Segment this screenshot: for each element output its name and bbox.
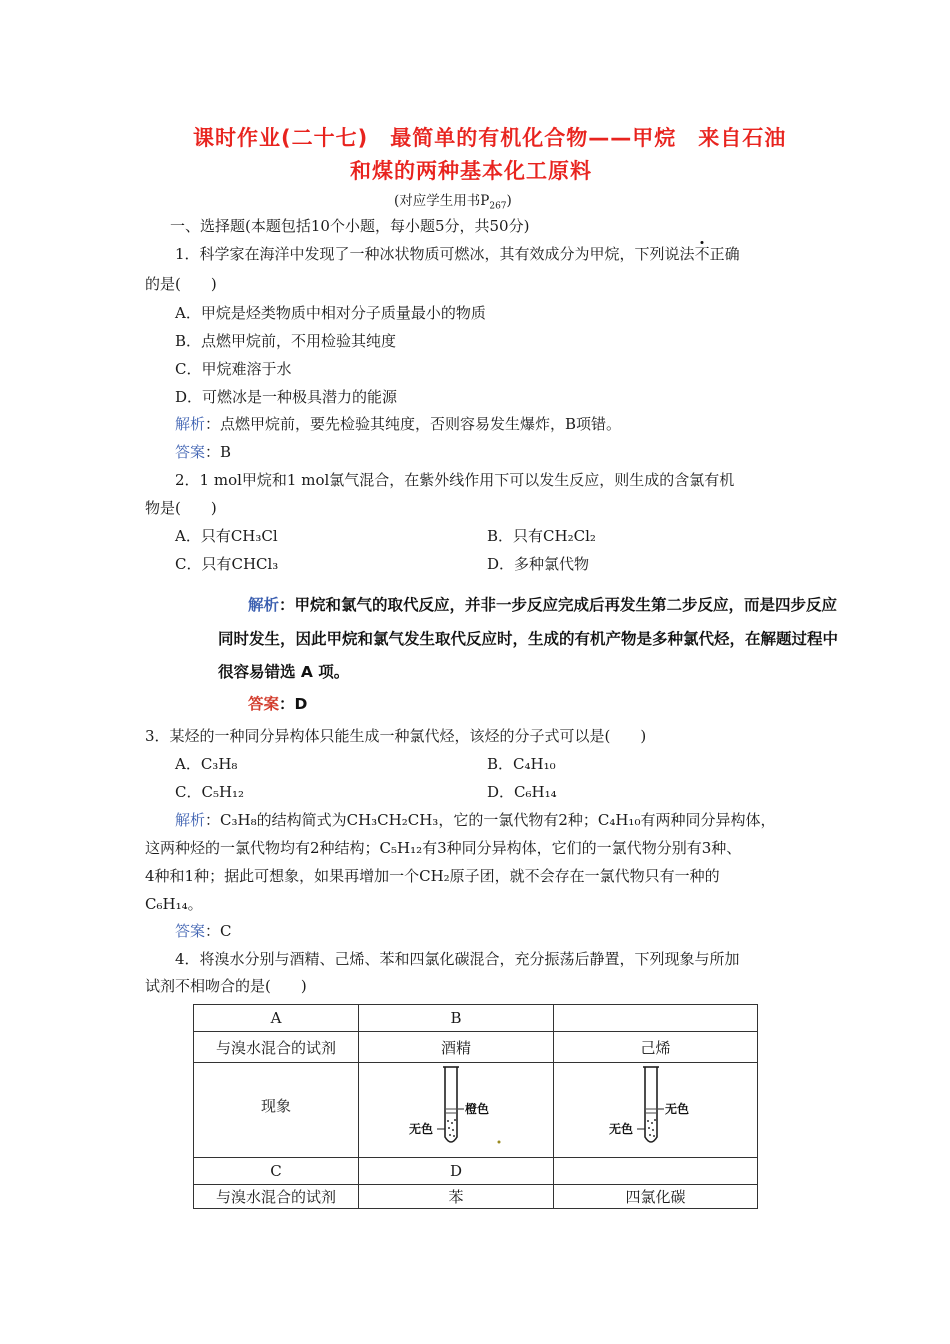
- q4-stem-line1: 4．将溴水分别与酒精、己烯、苯和四氯化碳混合，充分振荡后静置，下列现象与所加: [175, 950, 740, 968]
- liquid-layer-lower: [647, 1119, 656, 1137]
- q2-analysis-line1: 解析：甲烷和氯气的取代反应，并非一步反应完成后再发生第二步反应，而是四步反应: [248, 596, 838, 614]
- table-cell: 现象: [194, 1063, 359, 1158]
- q2-option-c: C．只有CHCl₃: [175, 555, 279, 573]
- q1-option-c: C．甲烷难溶于水: [175, 360, 292, 378]
- q3-option-d: D．C₆H₁₄: [487, 783, 557, 801]
- q3-option-b: B．C₄H₁₀: [487, 755, 556, 773]
- q3-analysis-line4: C₆H₁₄。: [145, 895, 203, 913]
- q1-option-b: B．点燃甲烷前，不用检验其纯度: [175, 332, 397, 350]
- q2-option-a: A．只有CH₃Cl: [175, 527, 278, 545]
- q2-analysis-line3: 很容易错选 A 项。: [218, 663, 350, 681]
- q1-analysis: 解析：点燃甲烷前，要先检验其纯度，否则容易发生爆炸，B项错。: [175, 415, 622, 433]
- emphasis-dot: 不: [694, 245, 710, 263]
- subtitle: (对应学生用书$P_{267}$): [394, 193, 512, 212]
- table-cell: [554, 1005, 758, 1032]
- tube-cell-c: [554, 1063, 758, 1158]
- page-title-line2: 和煤的两种基本化工原料: [350, 159, 592, 183]
- q3-option-a: A．C₃H₈: [175, 755, 238, 773]
- q3-stem: 3．某烃的一种同分异构体只能生成一种氯代烃，该烃的分子式可以是( ): [145, 727, 647, 745]
- q1-stem-line2: 的是( ): [145, 275, 217, 293]
- test-tube-outline: [645, 1067, 657, 1142]
- tube-label-top: 无色: [664, 1102, 689, 1116]
- q3-analysis-line1: 解析：C₃H₈的结构简式为CH₃CH₂CH₃，它的一氯代物有2种；C₄H₁₀有两种同分异构体，: [175, 811, 776, 829]
- test-tube-diagram-c: [601, 1063, 711, 1153]
- q1-option-a: A．甲烷是烃类物质中相对分子质量最小的物质: [175, 304, 486, 322]
- table-cell: C: [194, 1158, 359, 1185]
- q3-option-c: C．C₅H₁₂: [175, 783, 245, 801]
- page-title-line1: 课时作业(二十七) 最简单的有机化合物——甲烷 来自石油: [193, 126, 787, 150]
- q1-stem-line1: 1．科学家在海洋中发现了一种冰状物质可燃冰，其有效成分为甲烷，下列说法不正确: [175, 245, 740, 263]
- table-cell: B: [359, 1005, 554, 1032]
- liquid-layer-upper: [446, 1109, 456, 1113]
- q2-answer: 答案：D: [248, 695, 308, 713]
- q1-answer: 答案：B: [175, 443, 232, 461]
- liquid-layer-upper: [646, 1109, 656, 1113]
- table-cell: 己烯: [554, 1032, 758, 1063]
- q3-answer: 答案：C: [175, 922, 232, 940]
- table-cell: [554, 1158, 758, 1185]
- tube-cell-b: [359, 1063, 554, 1158]
- table-cell: 苯: [359, 1185, 554, 1209]
- q3-analysis-line3: 4种和1种；据此可想象，如果再增加一个CH₂原子团，就不会存在一氯代物只有一种的: [145, 867, 720, 885]
- q2-analysis-line2: 同时发生，因此甲烷和氯气发生取代反应时，生成的有机产物是多种氯代烃，在解题过程中: [218, 630, 839, 648]
- table-cell: 四氯化碳: [554, 1185, 758, 1209]
- q4-stem-line2: 试剂不相吻合的是( ): [145, 977, 307, 995]
- q2-option-b: B．只有CH₂Cl₂: [487, 527, 596, 545]
- table-cell: 与溴水混合的试剂: [194, 1032, 359, 1063]
- test-tube-outline: [445, 1067, 457, 1142]
- q1-option-d: D．可燃冰是一种极具潜力的能源: [175, 388, 398, 406]
- table-cell: 与溴水混合的试剂: [194, 1185, 359, 1209]
- table-cell: D: [359, 1158, 554, 1185]
- q4-table: [193, 1004, 758, 1209]
- q2-stem-line1: 2．1 mol甲烷和1 mol氯气混合，在紫外线作用下可以发生反应，则生成的含氯有机: [175, 471, 735, 489]
- test-tube-diagram-b: [401, 1063, 511, 1153]
- q2-stem-line2: 物是( ): [145, 499, 217, 517]
- q2-option-d: D．多种氯代物: [487, 555, 590, 573]
- tube-label-bottom: 无色: [409, 1122, 434, 1136]
- liquid-layer-lower: [447, 1119, 456, 1137]
- table-cell: A: [194, 1005, 359, 1032]
- tube-label-top: 橙色: [465, 1102, 490, 1116]
- q3-analysis-line2: 这两种烃的一氯代物均有2种结构；C₅H₁₂有3种同分异构体，它们的一氯代物分别有3种、: [145, 839, 742, 857]
- tube-label-bottom: 无色: [608, 1122, 633, 1136]
- table-cell: 酒精: [359, 1032, 554, 1063]
- section-heading: 一、选择题(本题包括10个小题，每小题5分，共50分): [170, 217, 530, 235]
